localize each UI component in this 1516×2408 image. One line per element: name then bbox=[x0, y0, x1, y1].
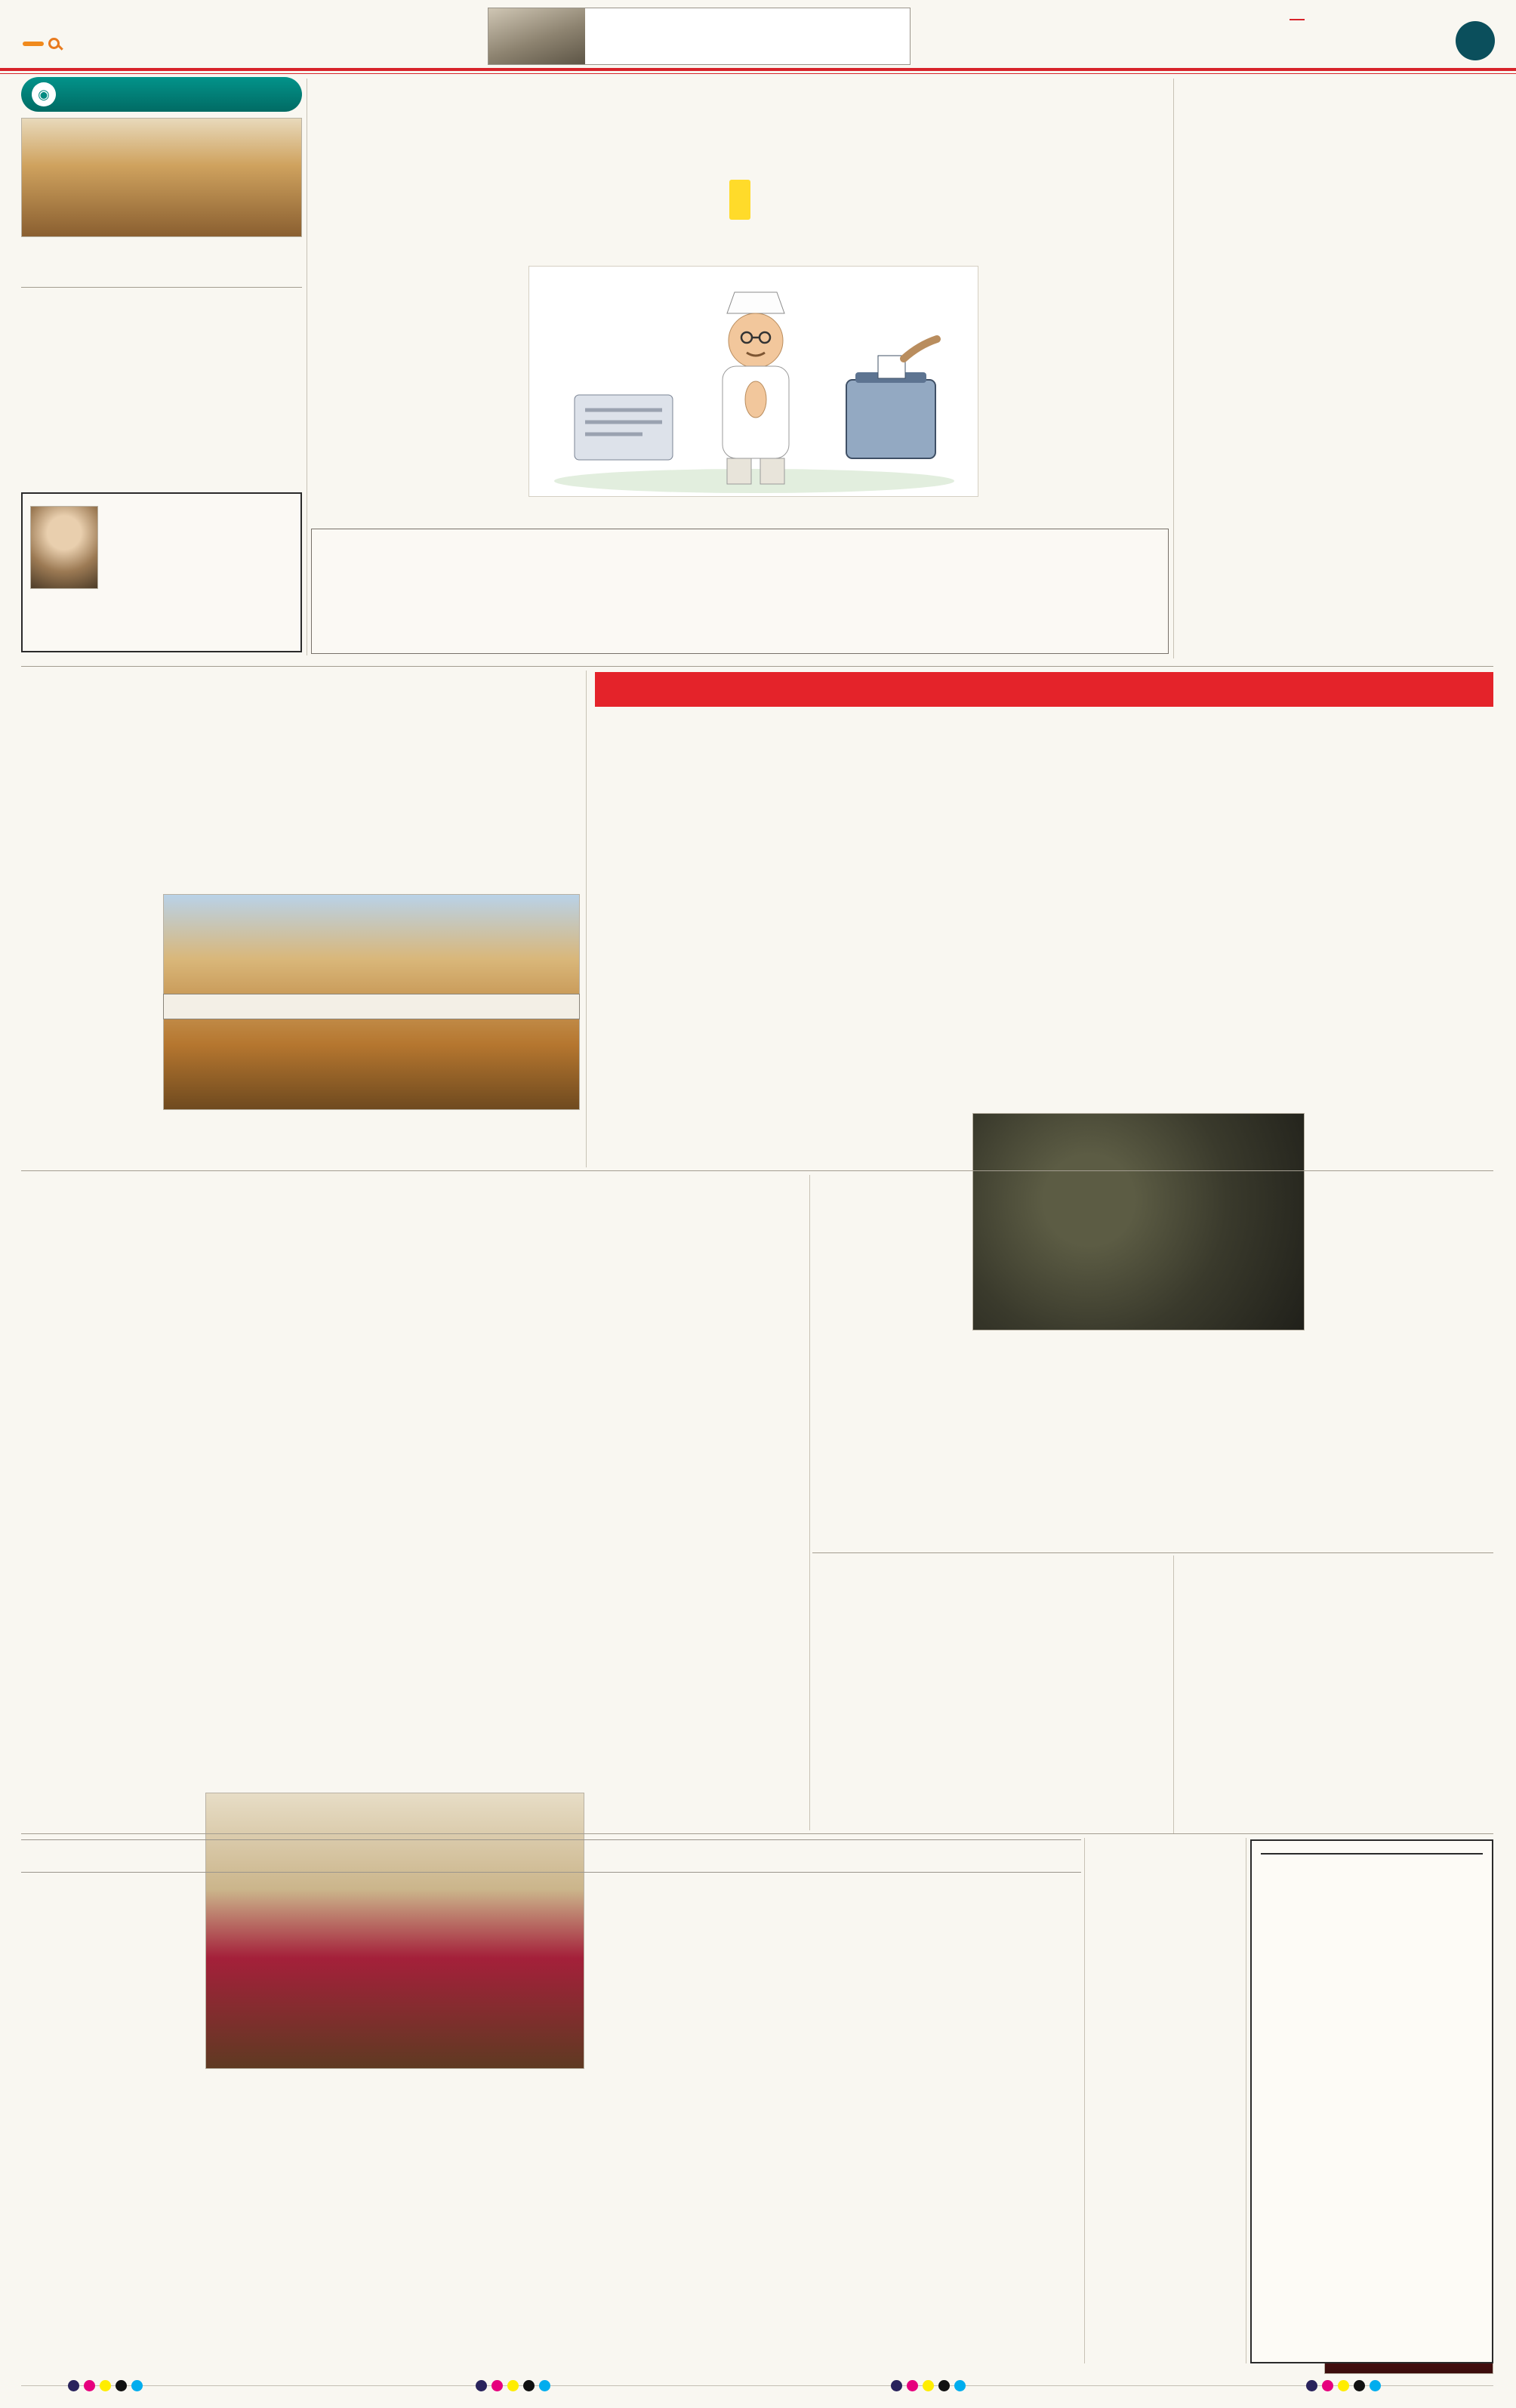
divider bbox=[21, 1170, 1493, 1171]
divider bbox=[809, 1175, 810, 1830]
brand-tagline bbox=[1290, 17, 1305, 20]
pandharpur-body-left bbox=[595, 816, 963, 995]
award-headline bbox=[1179, 1555, 1493, 1654]
ambedkar-body-left bbox=[21, 1959, 210, 2363]
masthead-title bbox=[585, 8, 910, 64]
pandharpur-body-right bbox=[1314, 778, 1493, 995]
photo-felicitation bbox=[21, 118, 302, 237]
jagdamba-body-3 bbox=[1149, 1284, 1318, 1545]
biroba-body-left bbox=[21, 775, 157, 991]
obituary-box bbox=[21, 492, 302, 652]
divider bbox=[21, 1833, 1493, 1834]
page-number-badge bbox=[1456, 21, 1495, 60]
public-notice-box bbox=[1250, 1839, 1493, 2363]
lead-body-right bbox=[986, 273, 1169, 498]
award-body-side bbox=[1179, 1678, 1279, 1832]
public-notice-title bbox=[1261, 1848, 1483, 1855]
schedule-box-body bbox=[324, 543, 1156, 620]
vadhegaon-headline bbox=[1179, 162, 1493, 237]
ambedkar-body-right bbox=[592, 1941, 1081, 2363]
vadhegaon-body bbox=[1179, 264, 1493, 655]
divider bbox=[586, 671, 587, 1167]
mahavir-body-right bbox=[590, 1240, 806, 1516]
lead-body-left bbox=[311, 273, 521, 498]
fastnews-story1-headline bbox=[21, 294, 302, 367]
divider bbox=[21, 287, 302, 288]
fast-news-header bbox=[21, 77, 302, 112]
election-cartoon-art bbox=[529, 267, 979, 498]
biroba-headline bbox=[21, 677, 580, 752]
divider bbox=[1173, 1555, 1174, 1833]
mahavir-body-left bbox=[21, 1240, 199, 1516]
masthead bbox=[488, 8, 911, 65]
header-rule-thin bbox=[0, 73, 1516, 74]
registration-marks bbox=[1306, 2380, 1381, 2391]
divider bbox=[21, 666, 1493, 667]
registration-marks bbox=[476, 2380, 550, 2391]
ambedkar-body-below-photo bbox=[216, 2182, 586, 2363]
fast-news-photo-caption bbox=[21, 240, 302, 284]
public-notice-body bbox=[1261, 1861, 1483, 2215]
jagdamba-headline bbox=[817, 1182, 1318, 1255]
jagdamba-body-2 bbox=[978, 1326, 1143, 1545]
epaper-row bbox=[23, 38, 64, 49]
obituary-photo bbox=[30, 506, 98, 589]
mahavir-body-bottom-left bbox=[21, 1522, 199, 1830]
mule-body-below bbox=[820, 1731, 1169, 1830]
biroba-photo-caption bbox=[163, 994, 580, 1019]
mule-side bbox=[920, 1605, 1169, 1723]
mule-body-side bbox=[920, 1608, 1169, 1705]
election-cartoon bbox=[528, 266, 978, 497]
fast-news-icon: ◉ bbox=[32, 82, 56, 106]
lead-headline bbox=[311, 180, 1169, 220]
pandharpur-body-bottom bbox=[595, 1004, 1493, 1166]
registration-line bbox=[21, 2385, 1493, 2386]
epaper-button[interactable] bbox=[23, 42, 44, 46]
jagdamba-body-1 bbox=[817, 1284, 972, 1545]
fastnews-story1-body bbox=[21, 368, 302, 483]
schedule-box bbox=[311, 529, 1169, 654]
masthead-photo bbox=[488, 8, 585, 64]
lead-headline-highlight bbox=[729, 180, 750, 220]
registration-marks bbox=[68, 2380, 143, 2391]
registration-marks bbox=[891, 2380, 966, 2391]
pandharpur-headline bbox=[595, 714, 1178, 790]
obituary-body bbox=[104, 506, 293, 606]
mahavir-body-bottom-right bbox=[590, 1522, 806, 1830]
award-body-continued bbox=[1090, 1839, 1241, 2363]
police-action-banner bbox=[595, 672, 1493, 707]
divider bbox=[1084, 1838, 1085, 2363]
rangbharan-banner bbox=[21, 1839, 1081, 1873]
biroba-body-bottom bbox=[21, 1025, 580, 1166]
brand-block bbox=[1169, 9, 1425, 23]
magnifier-icon bbox=[48, 38, 60, 49]
header-rule bbox=[0, 68, 1516, 71]
divider bbox=[812, 1552, 1493, 1553]
mahavir-body-mid bbox=[205, 1548, 584, 1830]
divider bbox=[1173, 79, 1174, 658]
